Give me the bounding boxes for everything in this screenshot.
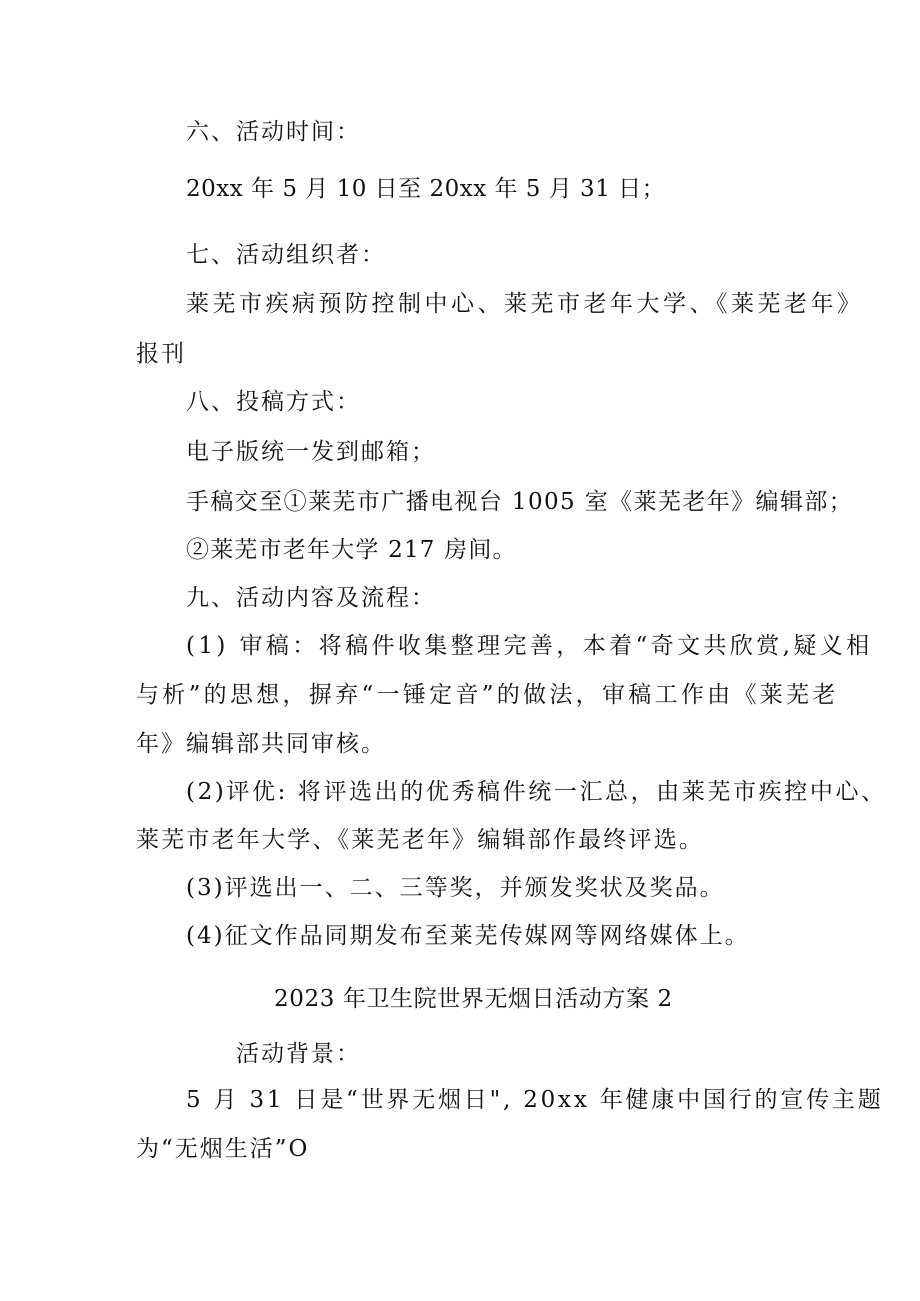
section-heading-background: 活动背景： [236,1041,361,1067]
process-step-2: (2)评优: 将评选出的优秀稿件统一汇总，由莱芜市疾控中心、 [186,779,887,805]
section-heading-submission: 八、投稿方式： [186,389,361,415]
submission-manuscript-text-2: ②莱芜市老年大学 217 房间。 [186,537,517,563]
section-heading-content-process: 九、活动内容及流程： [186,585,436,611]
section-heading-organizers: 七、活动组织者： [186,242,386,268]
organizers-text: 莱芜市疾病预防控制中心、莱芜市老年大学、《莱芜老年》 [186,291,864,317]
plan-title: 2023 年卫生院世界无烟日活动方案 2 [274,986,673,1012]
process-step-2-continued: 莱芜市老年大学、《莱芜老年》编辑部作最终评选。 [136,827,705,853]
process-step-3: (3)评选出一、二、三等奖，并颁发奖状及奖品。 [186,875,725,901]
background-text: 5 月 31 日是“世界无烟日", 20xx 年健康中国行的宣传主题 [186,1087,884,1113]
process-step-1: (1) 审稿：将稿件收集整理完善，本着“奇文共欣赏,疑义相 [186,633,873,659]
submission-email-text: 电子版统一发到邮箱； [186,439,436,465]
organizers-text-continued: 报刊 [136,341,186,367]
activity-date-range: 20xx 年 5 月 10 日至 20xx 年 5 月 31 日； [186,176,666,202]
process-step-4: (4)征文作品同期发布至莱芜传媒网等网络媒体上。 [186,923,750,949]
submission-manuscript-text: 手稿交至①莱芜市广播电视台 1005 室《莱芜老年》编辑部； [186,489,854,515]
process-step-1-continued: 与析”的思想，摒弃“一锤定音”的做法，审稿工作由《莱芜老 [136,682,839,708]
process-step-1-continued-2: 年》编辑部共同审核。 [136,731,386,757]
background-text-continued: 为“无烟生活”O [136,1136,310,1162]
section-heading-activity-time: 六、活动时间： [186,119,361,145]
